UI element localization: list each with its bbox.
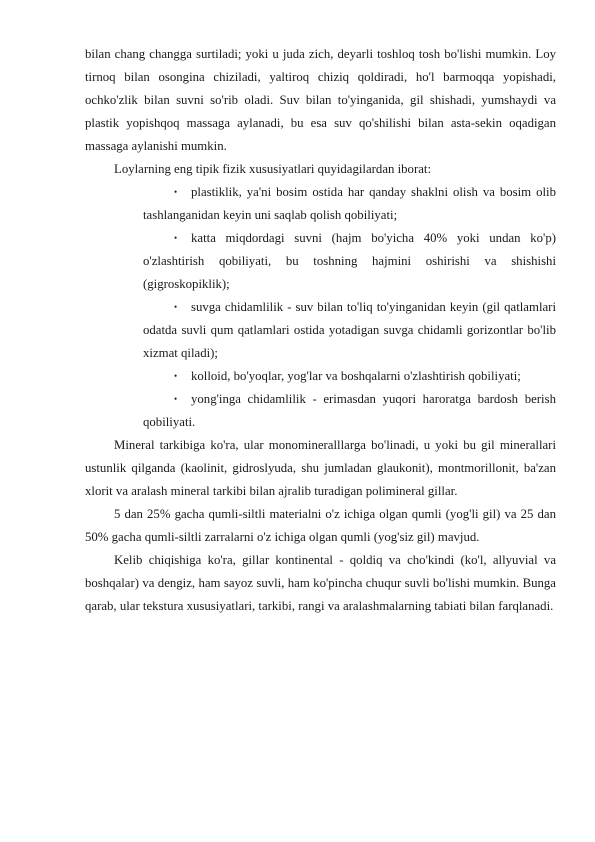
bullet-icon: • bbox=[174, 371, 178, 381]
paragraph-intro: bilan chang changga surtiladi; yoki u juda zich, deyarli toshloq tosh bo'lishi mumkin. Loy tirnoq bilan osongina chiziladi, yaltiroq chiziq qoldiradi, ho'l barmoqqa yopishadi, ochko'zlik bilan suvni so'rib oladi. Suv bilan to'yinganida, gil shishadi, yumshaydi va plastik yopishqoq massaga aylanadi, bu esa suv qo'shilishi bilan asta-sekin oqadigan massaga aylanishi mumkin. bbox=[85, 47, 556, 153]
paragraph-origin: Kelib chiqishiga ko'ra, gillar kontinental - qoldiq va cho'kindi (ko'l, allyuvial va boshqalar) va dengiz, ham sayoz suvli, ham ko'pincha chuqur suvli bo'lishi mumkin. Bunga qarab, ular tekstura xususiyatlari, tarkibi, rangi va aralashmalarning tabiati bilan farqlanadi. bbox=[85, 553, 556, 613]
bullet-icon: • bbox=[174, 233, 178, 243]
bullet-icon: • bbox=[174, 394, 178, 404]
list-item bbox=[143, 365, 556, 388]
properties-list bbox=[85, 181, 556, 434]
list-item bbox=[143, 296, 556, 365]
list-item-text: suvga chidamlilik - suv bilan to'liq to'yinganidan keyin (gil qatlamlari odatda suvli qum qatlamlari ostida yotadigan suvga chidamli gorizontlar bo'lib xizmat qiladi); bbox=[143, 300, 556, 360]
list-item bbox=[143, 181, 556, 227]
list-item-text: katta miqdordagi suvni (hajm bo'yicha 40% yoki undan ko'p) o'zlashtirish qobiliyati, bu toshning hajmini oshirishi va shishishi (gigroskopiklik); bbox=[143, 231, 556, 291]
bullet-icon: • bbox=[174, 302, 178, 312]
paragraph-properties-lead: Loylarning eng tipik fizik xususiyatlari quyidagilardan iborat: bbox=[114, 162, 432, 176]
document-page bbox=[85, 43, 556, 618]
list-item bbox=[143, 388, 556, 434]
list-item bbox=[143, 227, 556, 296]
list-item-text: plastiklik, ya'ni bosim ostida har qanday shaklni olish va bosim olib tashlanganidan keyin uni saqlab qolish qobiliyati; bbox=[143, 185, 556, 222]
paragraph-sand-silt-content: 5 dan 25% gacha qumli-siltli materialni o'z ichiga olgan qumli (yog'li gil) va 25 dan 50% gacha qumli-siltli zarralarni o'z ichiga olgan qumli (yog'siz gil) mavjud. bbox=[85, 507, 556, 544]
list-item-text: kolloid, bo'yoqlar, yog'lar va boshqalarni o'zlashtirish qobiliyati; bbox=[191, 369, 521, 383]
paragraph-mineral-composition: Mineral tarkibiga ko'ra, ular monomineralllarga bo'linadi, u yoki bu gil minerallari ustunlik qilganda (kaolinit, gidroslyuda, shu jumladan glaukonit), montmorillonit, ba'zan xlorit va aralash mineral tarkibi bilan ajralib turadigan polimineral gillar. bbox=[85, 438, 556, 498]
list-item-text: yong'inga chidamlilik - erimasdan yuqori haroratga bardosh berish qobiliyati. bbox=[143, 392, 556, 429]
bullet-icon: • bbox=[174, 187, 178, 197]
